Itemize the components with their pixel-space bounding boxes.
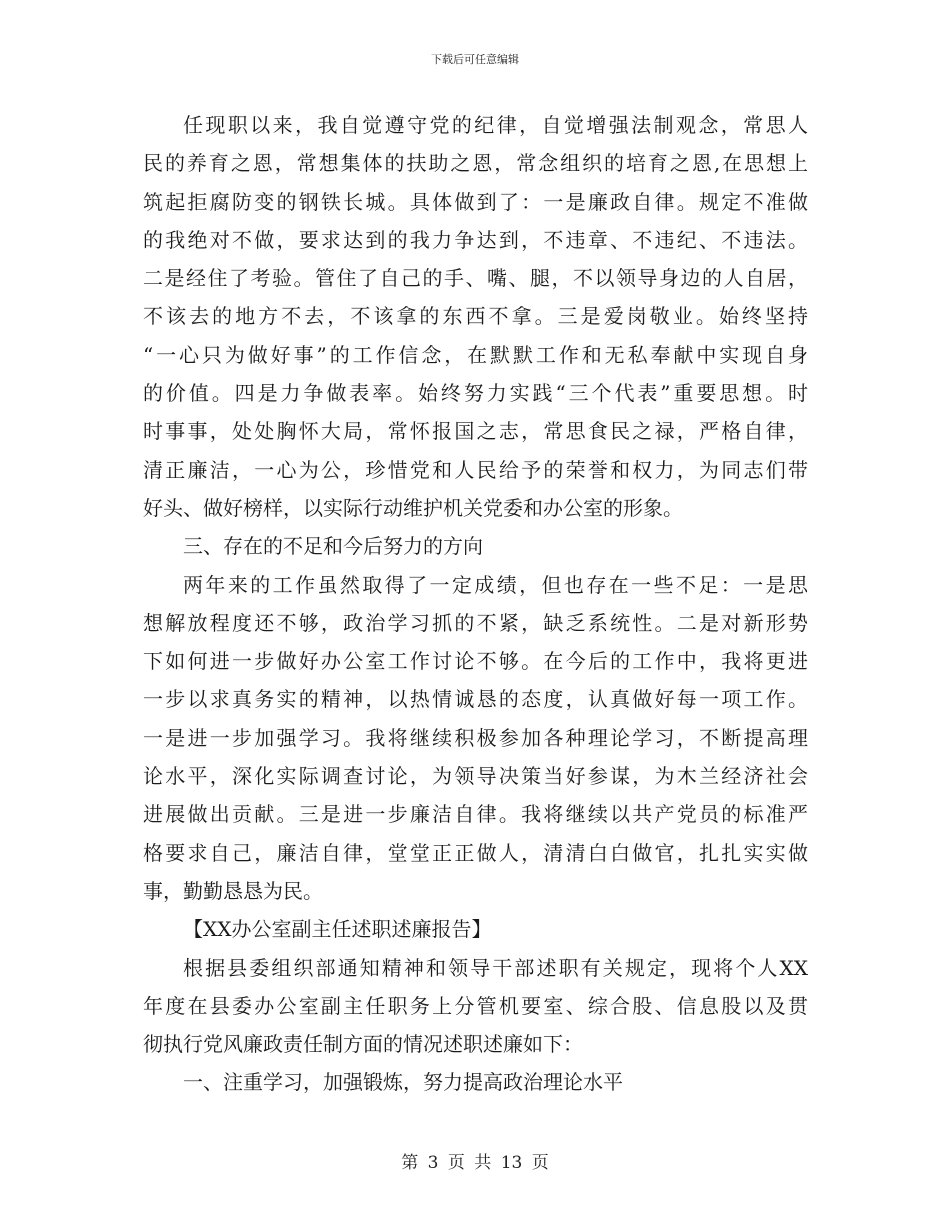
body-line: 下如何进一步做好办公室工作讨论不够。在今后的工作中，我将更进 — [143, 649, 808, 674]
body-line: 民的养育之恩，常想集体的扶助之恩，常念组织的培育之恩,在思想上 — [143, 151, 808, 176]
page-header: 下载后可任意编辑 — [431, 53, 519, 66]
body-line: 事，勤勤恳恳为民。 — [143, 878, 323, 903]
body-line: 的价值。四是力争做表率。始终努力实践“三个代表”重要思想。时 — [143, 381, 808, 406]
section-heading: 三、存在的不足和今后努力的方向 — [183, 534, 483, 559]
section-heading: 一、注重学习，加强锻炼，努力提高政治理论水平 — [183, 1070, 623, 1095]
body-line: 根据县委组织部通知精神和领导干部述职有关规定，现将个人XX — [183, 955, 808, 980]
body-line: 两年来的工作虽然取得了一定成绩，但也存在一些不足：一是思 — [183, 572, 808, 597]
report-title: 【XX办公室副主任述职述廉报告】 — [183, 917, 492, 942]
body-line: 年度在县委办公室副主任职务上分管机要室、综合股、信息股以及贯 — [143, 993, 808, 1018]
body-line: 筑起拒腐防变的钢铁长城。具体做到了：一是廉政自律。规定不准做 — [143, 189, 808, 214]
body-line: 好头、做好榜样，以实际行动维护机关党委和办公室的形象。 — [143, 495, 683, 520]
body-line: 清正廉洁，一心为公，珍惜党和人民给予的荣誉和权力，为同志们带 — [143, 457, 808, 482]
body-line: 彻执行党风廉政责任制方面的情况述职述廉如下： — [143, 1032, 583, 1057]
body-line: 想解放程度还不够，政治学习抓的不紧，缺乏系统性。二是对新形势 — [143, 610, 808, 635]
body-line: 进展做出贡献。三是进一步廉洁自律。我将继续以共产党员的标准严 — [143, 802, 808, 827]
page-number: 第 3 页 共 13 页 — [401, 1153, 549, 1173]
body-line: 一是进一步加强学习。我将继续积极参加各种理论学习，不断提高理 — [143, 725, 808, 750]
body-line: 二是经住了考验。管住了自己的手、嘴、腿，不以领导身边的人自居， — [143, 266, 808, 291]
body-line: 格要求自己，廉洁自律，堂堂正正做人，清清白白做官，扎扎实实做 — [143, 840, 808, 865]
body-line: 的我绝对不做，要求达到的我力争达到，不违章、不违纪、不违法。 — [143, 227, 808, 252]
body-line: “一心只为做好事”的工作信念，在默默工作和无私奉献中实现自身 — [143, 342, 808, 367]
body-line: 不该去的地方不去，不该拿的东西不拿。三是爱岗敬业。始终坚持 — [143, 304, 808, 329]
body-line: 时事事，处处胸怀大局，常怀报国之志，常思食民之禄，严格自律， — [143, 419, 808, 444]
body-line: 一步以求真务实的精神，以热情诚恳的态度，认真做好每一项工作。 — [143, 687, 808, 712]
body-line: 任现职以来，我自觉遵守党的纪律，自觉增强法制观念，常思人 — [183, 113, 808, 137]
document-body — [143, 106, 808, 1102]
body-line: 论水平，深化实际调查讨论，为领导决策当好参谋，为木兰经济社会 — [143, 764, 808, 789]
